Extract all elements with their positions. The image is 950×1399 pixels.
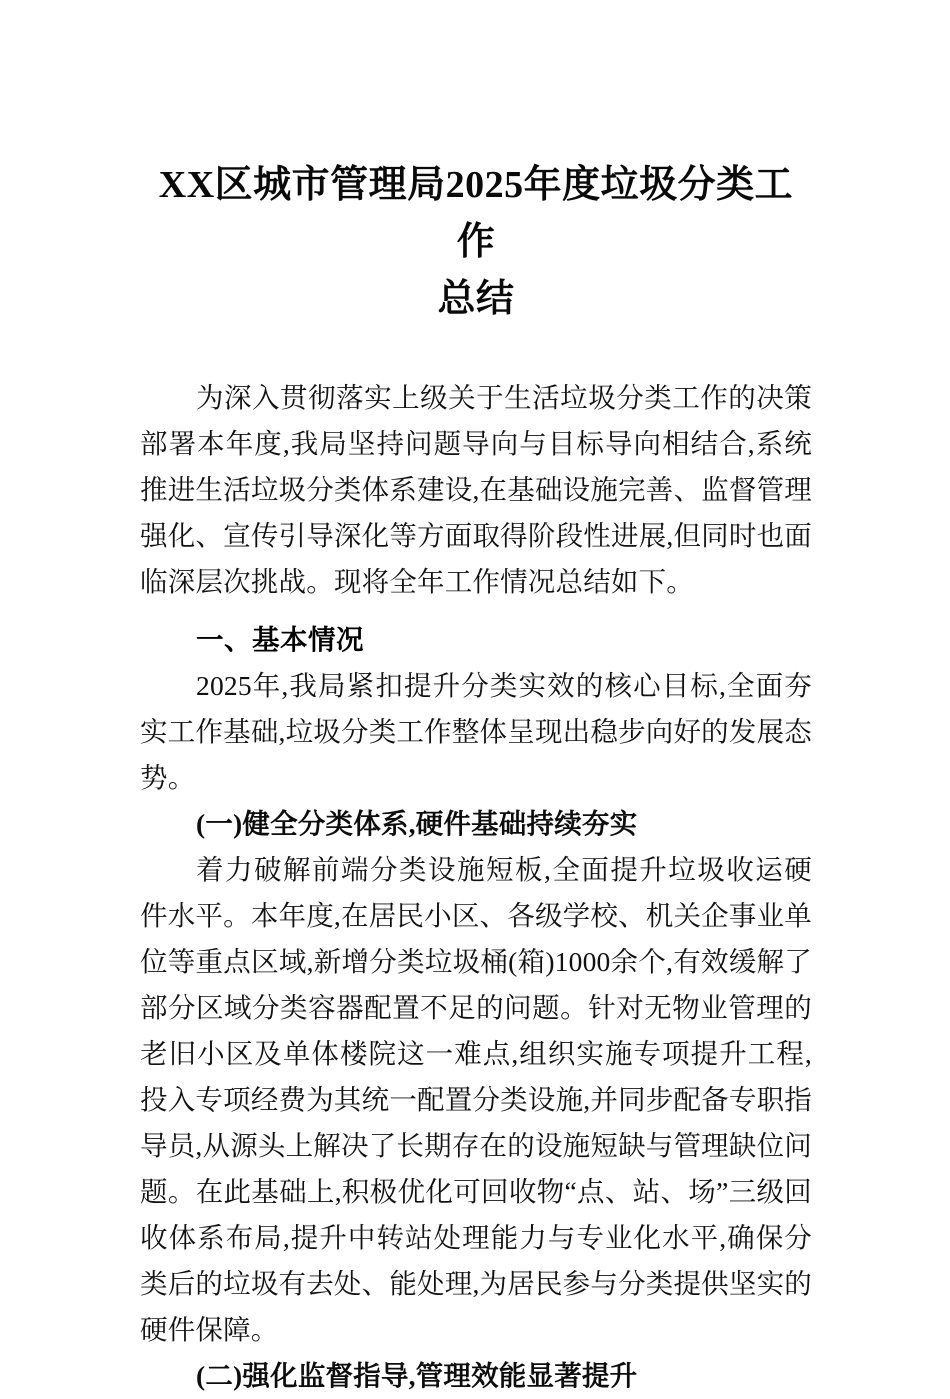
- opening-paragraph: 为深入贯彻落实上级关于生活垃圾分类工作的决策部署本年度,我局坚持问题导向与目标导向相结合,系统推进生活垃圾分类体系建设,在基础设施完善、监督管理强化、宣传引导深化等方面取得阶段性进展,但同时也面临深层次挑战。现将全年工作情况总结如下。: [140, 382, 812, 597]
- document-content: [140, 0, 812, 1399]
- document-title-line-2: 总结: [437, 278, 515, 320]
- subsection-heading-2: (二)强化监督指导,管理效能显著提升: [196, 1360, 638, 1391]
- section-1-overview-paragraph: 2025年,我局紧扣提升分类实效的核心目标,全面夯实工作基础,垃圾分类工作整体呈现出稳步向好的发展态势。: [140, 670, 812, 793]
- subsection-heading-1: (一)健全分类体系,硬件基础持续夯实: [196, 808, 638, 839]
- document-title-line-1: XX区城市管理局2025年度垃圾分类工作: [158, 164, 794, 263]
- document-title: [140, 0, 812, 328]
- section-heading-1: 一、基本情况: [196, 624, 364, 655]
- subsection-1-body-paragraph: 着力破解前端分类设施短板,全面提升垃圾收运硬件水平。本年度,在居民小区、各级学校、机关企事业单位等重点区域,新增分类垃圾桶(箱)1000余个,有效缓解了部分区域分类容器配置不足的问题。针对无物业管理的老旧小区及单体楼院这一难点,组织实施专项提升工程,投入专项经费为其统一配置分类设施,并同步配备专职指导员,从源头上解决了长期存在的设施短缺与管理缺位问题。在此基础上,积极优化可回收物“点、站、场”三级回收体系布局,提升中转站处理能力与专业化水平,确保分类后的垃圾有去处、能处理,为居民参与分类提供坚实的硬件保障。: [140, 854, 812, 1345]
